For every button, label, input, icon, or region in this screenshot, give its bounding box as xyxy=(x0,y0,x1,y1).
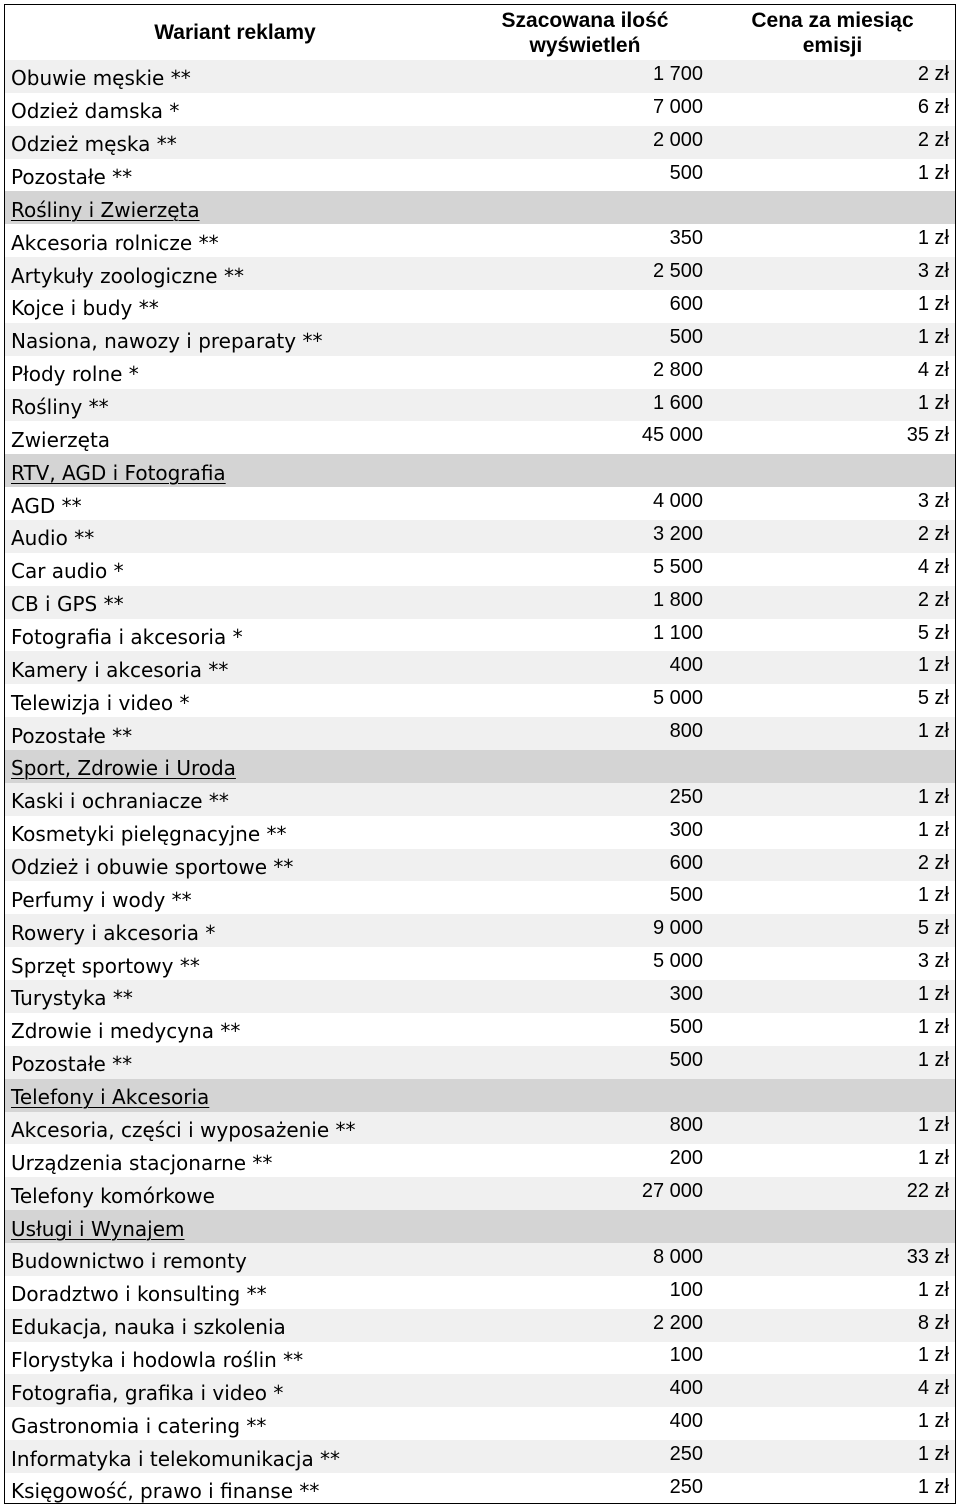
views-cell: 5 000 xyxy=(652,950,703,973)
table-row xyxy=(5,257,955,290)
views-cell: 7 000 xyxy=(652,95,703,118)
views-cell: 1 700 xyxy=(652,62,703,85)
price-cell xyxy=(749,454,949,487)
price-cell: 22 zł xyxy=(906,1180,949,1203)
table-row xyxy=(5,389,955,422)
variant-name: Odzież męska ** xyxy=(11,132,177,157)
table-row xyxy=(5,356,955,389)
table-row xyxy=(5,849,955,882)
variant-name: Edukacja, nauka i szkolenia xyxy=(11,1315,286,1340)
category-name: RTV, AGD i Fotografia xyxy=(11,460,226,485)
price-cell: 4 zł xyxy=(917,1377,949,1400)
views-cell: 600 xyxy=(669,292,703,315)
table-row xyxy=(5,1440,955,1473)
variant-name: Car audio * xyxy=(11,559,124,584)
views-cell: 5 000 xyxy=(652,687,703,710)
price-cell: 33 zł xyxy=(906,1245,949,1268)
variant-name: Obuwie męskie ** xyxy=(11,66,191,91)
price-cell: 3 zł xyxy=(917,950,949,973)
category-row xyxy=(5,750,955,783)
category-name: Usługi i Wynajem xyxy=(11,1216,185,1241)
category-row xyxy=(5,1079,955,1112)
price-cell: 5 zł xyxy=(917,687,949,710)
category-name: Telefony i Akcesoria xyxy=(11,1085,210,1110)
price-cell: 1 zł xyxy=(917,1278,949,1301)
views-cell: 250 xyxy=(669,1443,703,1466)
price-cell xyxy=(749,1210,949,1243)
price-cell: 1 zł xyxy=(917,292,949,315)
views-cell: 2 800 xyxy=(652,358,703,381)
category-name: Rośliny i Zwierzęta xyxy=(11,197,200,222)
variant-name: Akcesoria, części i wyposażenie ** xyxy=(11,1117,356,1142)
price-cell: 1 zł xyxy=(917,391,949,414)
table-row xyxy=(5,619,955,652)
price-cell: 1 zł xyxy=(917,1048,949,1071)
views-cell xyxy=(503,454,703,487)
variant-name: Odzież i obuwie sportowe ** xyxy=(11,855,294,880)
header-variant: Wariant reklamy xyxy=(154,21,316,44)
views-cell: 2 500 xyxy=(652,260,703,283)
table-row xyxy=(5,783,955,816)
table-row xyxy=(5,323,955,356)
price-cell: 1 zł xyxy=(917,1443,949,1466)
variant-name: Rośliny ** xyxy=(11,395,109,420)
views-cell: 1 100 xyxy=(652,621,703,644)
table-row xyxy=(5,1374,955,1407)
views-cell: 100 xyxy=(669,1344,703,1367)
variant-name: Pozostałe ** xyxy=(11,165,133,189)
price-cell: 2 zł xyxy=(917,522,949,545)
price-cell xyxy=(749,1079,949,1112)
views-cell: 2 000 xyxy=(652,128,703,151)
variant-name: Informatyka i telekomunikacja ** xyxy=(11,1446,341,1471)
variant-name: Doradztwo i konsulting ** xyxy=(11,1282,267,1307)
price-cell: 3 zł xyxy=(917,260,949,283)
table-row xyxy=(5,947,955,980)
views-cell: 500 xyxy=(669,1048,703,1071)
header-price-line2: emisji xyxy=(802,33,863,57)
price-cell: 1 zł xyxy=(917,818,949,841)
views-cell: 300 xyxy=(669,818,703,841)
table-row xyxy=(5,1013,955,1046)
header-views-line1: Szacowana ilość xyxy=(501,8,669,32)
variant-name: Płody rolne * xyxy=(11,362,139,387)
category-name: Sport, Zdrowie i Uroda xyxy=(11,756,236,781)
price-cell: 1 zł xyxy=(917,1015,949,1038)
views-cell: 800 xyxy=(669,1114,703,1137)
table-row xyxy=(5,651,955,684)
table-row xyxy=(5,487,955,520)
price-cell: 1 zł xyxy=(917,884,949,907)
price-cell: 5 zł xyxy=(917,621,949,644)
price-cell: 1 zł xyxy=(917,227,949,250)
variant-name: Zdrowie i medycyna ** xyxy=(11,1019,241,1044)
category-row xyxy=(5,1210,955,1243)
variant-name: Kaski i ochraniacze ** xyxy=(11,789,229,814)
price-cell: 2 zł xyxy=(917,128,949,151)
views-cell xyxy=(503,1079,703,1112)
table-row xyxy=(5,1342,955,1375)
table-row xyxy=(5,1177,955,1210)
views-cell: 1 800 xyxy=(652,588,703,611)
views-cell: 100 xyxy=(669,1278,703,1301)
table-row xyxy=(5,126,955,159)
variant-name: CB i GPS ** xyxy=(11,592,124,617)
variant-name: Pozostałe ** xyxy=(11,723,133,748)
views-cell: 800 xyxy=(669,720,703,743)
table-row xyxy=(5,816,955,849)
price-cell: 1 zł xyxy=(917,161,949,184)
variant-name: Rowery i akcesoria * xyxy=(11,920,216,945)
price-cell: 1 zł xyxy=(917,1114,949,1137)
price-cell: 4 zł xyxy=(917,358,949,381)
variant-name: Telefony komórkowe xyxy=(11,1183,215,1208)
table-row xyxy=(5,586,955,619)
views-cell xyxy=(503,750,703,783)
views-cell: 350 xyxy=(669,227,703,250)
table-row xyxy=(5,684,955,717)
table-row xyxy=(5,93,955,126)
variant-name: Nasiona, nawozy i preparaty ** xyxy=(11,329,323,354)
table-row xyxy=(5,60,955,93)
variant-name: Fotografia, grafika i video * xyxy=(11,1380,284,1405)
price-cell xyxy=(749,750,949,783)
views-cell: 500 xyxy=(669,884,703,907)
views-cell: 45 000 xyxy=(641,424,703,447)
variant-name: Sprzęt sportowy ** xyxy=(11,953,200,978)
price-cell: 8 zł xyxy=(917,1311,949,1334)
table-row xyxy=(5,421,955,454)
price-cell: 4 zł xyxy=(917,555,949,578)
variant-name: Odzież damska * xyxy=(11,99,180,124)
variant-name: Urządzenia stacjonarne ** xyxy=(11,1150,273,1175)
views-cell: 4 000 xyxy=(652,490,703,513)
price-cell: 1 zł xyxy=(917,785,949,808)
variant-name: Akcesoria rolnicze ** xyxy=(11,230,219,255)
category-row xyxy=(5,454,955,487)
variant-name: Księgowość, prawo i finanse ** xyxy=(11,1479,320,1504)
price-cell: 1 zł xyxy=(917,654,949,677)
header-price-line1: Cena za miesiąc xyxy=(751,8,914,32)
table-row xyxy=(5,881,955,914)
views-cell: 400 xyxy=(669,1410,703,1433)
variant-name: Zwierzęta xyxy=(11,427,111,452)
variant-name: Pozostałe ** xyxy=(11,1052,133,1077)
variant-name: Kojce i budy ** xyxy=(11,296,159,321)
table-row xyxy=(5,1144,955,1177)
price-cell: 5 zł xyxy=(917,917,949,940)
table-row xyxy=(5,1473,955,1506)
table-row xyxy=(5,1243,955,1276)
views-cell: 250 xyxy=(669,785,703,808)
variant-name: Artykuły zoologiczne ** xyxy=(11,263,244,288)
table-row xyxy=(5,224,955,257)
category-row xyxy=(5,191,955,224)
variant-name: Budownictwo i remonty xyxy=(11,1249,247,1274)
price-cell: 6 zł xyxy=(917,95,949,118)
price-cell: 1 zł xyxy=(917,1475,949,1498)
views-cell: 300 xyxy=(669,982,703,1005)
views-cell: 600 xyxy=(669,851,703,874)
views-cell: 9 000 xyxy=(652,917,703,940)
price-cell: 1 zł xyxy=(917,1344,949,1367)
table-row xyxy=(5,520,955,553)
variant-name: Telewizja i video * xyxy=(11,690,190,715)
variant-name: Kosmetyki pielęgnacyjne ** xyxy=(11,822,287,847)
table-row xyxy=(5,159,955,192)
table-row xyxy=(5,1276,955,1309)
price-cell: 1 zł xyxy=(917,1410,949,1433)
views-cell: 500 xyxy=(669,1015,703,1038)
price-cell: 35 zł xyxy=(906,424,949,447)
views-cell: 500 xyxy=(669,325,703,348)
variant-name: Gastronomia i catering ** xyxy=(11,1413,267,1438)
table-row xyxy=(5,1046,955,1079)
views-cell: 200 xyxy=(669,1147,703,1170)
pricing-table xyxy=(4,4,956,1504)
price-cell: 1 zł xyxy=(917,720,949,743)
price-cell: 1 zł xyxy=(917,1147,949,1170)
price-cell: 1 zł xyxy=(917,982,949,1005)
views-cell: 8 000 xyxy=(652,1245,703,1268)
table-row xyxy=(5,553,955,586)
variant-name: Audio ** xyxy=(11,526,95,551)
table-body xyxy=(5,60,955,1506)
table-row xyxy=(5,290,955,323)
table-row xyxy=(5,1407,955,1440)
variant-name: AGD ** xyxy=(11,493,82,518)
variant-name: Turystyka ** xyxy=(11,986,133,1011)
views-cell xyxy=(503,1210,703,1243)
views-cell: 250 xyxy=(669,1475,703,1498)
table-header xyxy=(5,5,955,60)
price-cell xyxy=(749,191,949,224)
header-views-line2: wyświetleń xyxy=(529,33,641,57)
table-row xyxy=(5,914,955,947)
views-cell: 5 500 xyxy=(652,555,703,578)
views-cell: 400 xyxy=(669,1377,703,1400)
variant-name: Florystyka i hodowla roślin ** xyxy=(11,1347,304,1372)
views-cell: 500 xyxy=(669,161,703,184)
views-cell xyxy=(503,191,703,224)
views-cell: 1 600 xyxy=(652,391,703,414)
views-cell: 3 200 xyxy=(652,522,703,545)
table-row xyxy=(5,980,955,1013)
variant-name: Perfumy i wody ** xyxy=(11,887,192,912)
variant-name: Fotografia i akcesoria * xyxy=(11,625,243,650)
header-price xyxy=(710,5,955,60)
price-cell: 2 zł xyxy=(917,62,949,85)
price-cell: 2 zł xyxy=(917,851,949,874)
price-cell: 2 zł xyxy=(917,588,949,611)
views-cell: 2 200 xyxy=(652,1311,703,1334)
views-cell: 27 000 xyxy=(641,1180,703,1203)
price-cell: 1 zł xyxy=(917,325,949,348)
table-row xyxy=(5,717,955,750)
views-cell: 400 xyxy=(669,654,703,677)
price-cell: 3 zł xyxy=(917,490,949,513)
variant-name: Kamery i akcesoria ** xyxy=(11,657,229,682)
header-views xyxy=(460,5,710,60)
table-row xyxy=(5,1309,955,1342)
table-row xyxy=(5,1112,955,1145)
